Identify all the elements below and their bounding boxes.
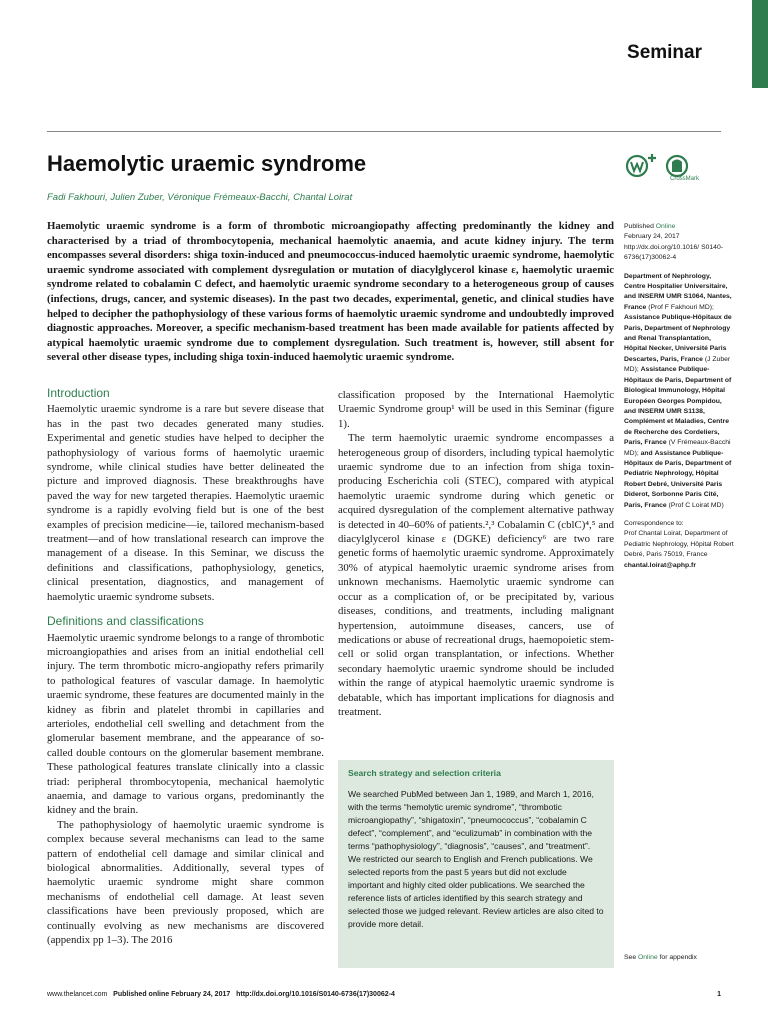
email-link[interactable]: chantal.loirat@aphp.fr bbox=[624, 561, 696, 569]
crossmark-label: CrossMark bbox=[670, 176, 700, 182]
publication-info: Published Online February 24, 2017 http://dx.doi.org/10.1016/ S0140-6736(17)30062-4 bbox=[624, 223, 724, 262]
search-strategy-text: We searched PubMed between Jan 1, 1989, and March 1, 2016, with the terms “hemolytic uremic syndrome”, “thrombotic microangiopathy”, “shigatoxin”, “pneumococcus”, “cobalamin C defect”, “complement”, and “eculizumab” in combination with the terms “pathophysiology”, “diagnosis”, “causes”, and “treatment”. We restricted our search to English and French publications. We selected reports from the past 5 years but did not exclude important and highly cited older publications. We searched the reference lists of articles identified by this search strategy and selected those we judged relevant. Review articles are also cited to provide more detail. bbox=[348, 789, 604, 929]
publisher-logos bbox=[625, 152, 705, 188]
search-strategy-title: Search strategy and selection criteria bbox=[348, 768, 501, 778]
article-sidebar bbox=[624, 222, 734, 579]
body-column-left bbox=[47, 386, 324, 947]
paragraph-classification: classification proposed by the International Haemolytic Uraemic Syndrome group¹ will be used in this Seminar (figure 1). bbox=[338, 389, 614, 430]
body-column-middle bbox=[338, 388, 614, 719]
page-number: 1 bbox=[717, 991, 721, 998]
section-label: Seminar bbox=[627, 42, 702, 63]
online-link[interactable]: Online bbox=[655, 223, 676, 230]
appendix-note: See Online for appendix bbox=[624, 954, 697, 961]
paragraph-heterogeneous: The term haemolytic uraemic syndrome encompasses a heterogeneous group of disorders, including typical haemolytic uraemic syndrome due to an infection from shiga toxin-producing Escherichia coli (STEC), compared with atypical haemolytic uraemic syndrome during which genetic or acquired dysregulation of the complement alternative pathway is detected in 40–60% of patients.²,³ Cobalamin C (cblC)⁴,⁵ and diacylglycerol kinase ε (DGKE) deficiency⁶ are two rare genetic forms of haemolytic uraemic syndrome. Approximately 30% of atypical haemolytic uraemic syndrome arises from unknown mechanisms. Haemolytic uraemic syndrome can occur as a complication of, or be precipitated by, various diseases, conditions, and treatments, including malignant hypertension, autoimmune diseases, cancers, use of medications or abuse of recreational drugs, haemopoietic stem-cell or solid organ transplantation, or infections. Whether secondary haemolytic uraemic syndrome should be included within the range of atypical haemolytic uraemic syndrome is debatable, which has important implications for diagnosis and treatment. bbox=[338, 432, 614, 718]
article-title: Haemolytic uraemic syndrome bbox=[47, 151, 367, 176]
journal-color-tab bbox=[752, 0, 768, 88]
affiliations: Department of Nephrology, Centre Hospitalier Universitaire, and INSERM UMR S1064, Nantes, France (Prof F Fakhouri MD); Assistance Publique-Hôpitaux de Paris, Department of Nephrology and Renal Transplantation, Hôpital Necker, Université Paris Descartes, Paris, France (J Zuber MD); Assistance Publique-Hôpitaux de Paris, Department of Biological Immunology, Hôpital Européen Georges Pompidou, and INSERM UMR S1138, Complément et Maladies, Centre de Recherche des Cordeliers, Paris, France (V Frémeaux-Bacchi MD); and Assistance Publique-Hôpitaux de Paris, Department of Pediatric Nephrology, Hôpital Robert Debré, Université Paris Diderot, Sorbonne Paris Cité, Paris, France (Prof C Loirat MD) bbox=[624, 272, 732, 509]
search-strategy-panel bbox=[338, 760, 614, 968]
heading-introduction: Introduction bbox=[47, 386, 110, 400]
paragraph-intro: Haemolytic uraemic syndrome is a rare but severe disease that has in the past two decades generated many studies. Experimental and genetic studies have helped to decipher the pathophysiology of various forms of haemolytic uraemic syndrome, while clinical studies have better delineated the picture and improved diagnosis. These breakthroughs have paved the way for new targeted therapies. Haemolytic uraemic syndrome is a rapidly evolving field but is one of the best examples of precision medicine—ie, tailored mechanism-based treatment—and of how translational research can improve the management of a disease. In this Seminar, we discuss the definitions and classifications, pathophysiology, genetics, clinical presentation, diagnostics, and management of haemolytic uraemic syndrome subsets. bbox=[47, 403, 324, 603]
doi-link[interactable]: http://dx.doi.org/10.1016/ S0140-6736(17)30062-4 bbox=[624, 243, 724, 262]
header-divider bbox=[47, 131, 721, 132]
appendix-online-link[interactable]: Online bbox=[637, 954, 658, 961]
heading-definitions: Definitions and classifications bbox=[47, 614, 204, 629]
page-footer: www.thelancet.com Published online February 24, 2017 http://dx.doi.org/10.1016/S0140-6736(17)30062-4 bbox=[47, 991, 395, 998]
footer-doi[interactable]: http://dx.doi.org/10.1016/S0140-6736(17)30062-4 bbox=[236, 991, 395, 998]
author-list: Fadi Fakhouri, Julien Zuber, Véronique Frémeaux-Bacchi, Chantal Loirat bbox=[47, 192, 353, 203]
correspondence: Correspondence to: Prof Chantal Loirat, Department of Pediatric Nephrology, Hôpital Robert Debré, Paris 75019, France chantal.loirat@aphp.fr bbox=[624, 519, 734, 569]
paragraph-definitions-2: The pathophysiology of haemolytic uraemic syndrome is complex because several mechanisms can lead to the same pattern of endothelial cell damage and similar clinical and biological abnormalities. Additionally, several types of haemolytic uraemic syndrome might share common mechanisms of endothelial cell damage. At least seven classifications have been previously proposed, which are continually evolving as new mechanisms are discovered (appendix pp 1–3). The 2016 bbox=[47, 818, 324, 947]
abstract: Haemolytic uraemic syndrome is a form of thrombotic microangiopathy affecting predominantly the kidney and characterised by a triad of thrombocytopenia, mechanical haemolytic anaemia, and acute kidney injury. The term encompasses several disorders: shiga toxin-induced and pneumococcus-induced haemolytic uraemic syndrome, haemolytic uraemic syndrome associated with complement dysregulation or mutation of diacylglycerol kinase ε, haemolytic uraemic syndrome related to cobalamin C defect, and haemolytic uraemic syndrome secondary to a heterogeneous group of causes (infections, drugs, cancer, and systemic diseases). In the past two decades, experimental, genetic, and clinical studies have helped to decipher the pathophysiology of these various forms of haemolytic uraemic syndrome and undoubtedly improved diagnostic approaches. Moreover, a specific mechanism-based treatment has been made available for patients affected by atypical haemolytic uraemic syndrome due to complement dysregulation. Such treatment is, however, still absent for several other disease types, including shiga toxin-induced haemolytic uraemic syndrome. bbox=[47, 220, 614, 364]
paragraph-definitions-1: Haemolytic uraemic syndrome belongs to a range of thrombotic microangiopathies and arises from an initial endothelial cell injury. The term thrombotic micro-angiopathy refers primarily to pathological features of vascular damage. In haemolytic uraemic syndrome, these features are documented mainly in the kidney as fibrin and platelet thrombi in capillaries and arterioles, endothelial cell swelling and detachment from the glomerular basement membrane, and the appearance of so-called double contours on the glomerular basement membrane. These pathological features translate clinically into a classic triad: peripheral thrombocytopenia, mechanical haemolytic anaemia, and damage to various organs, predominantly the kidney and the brain. bbox=[47, 631, 324, 817]
site-link[interactable]: www.thelancet.com bbox=[47, 991, 108, 998]
